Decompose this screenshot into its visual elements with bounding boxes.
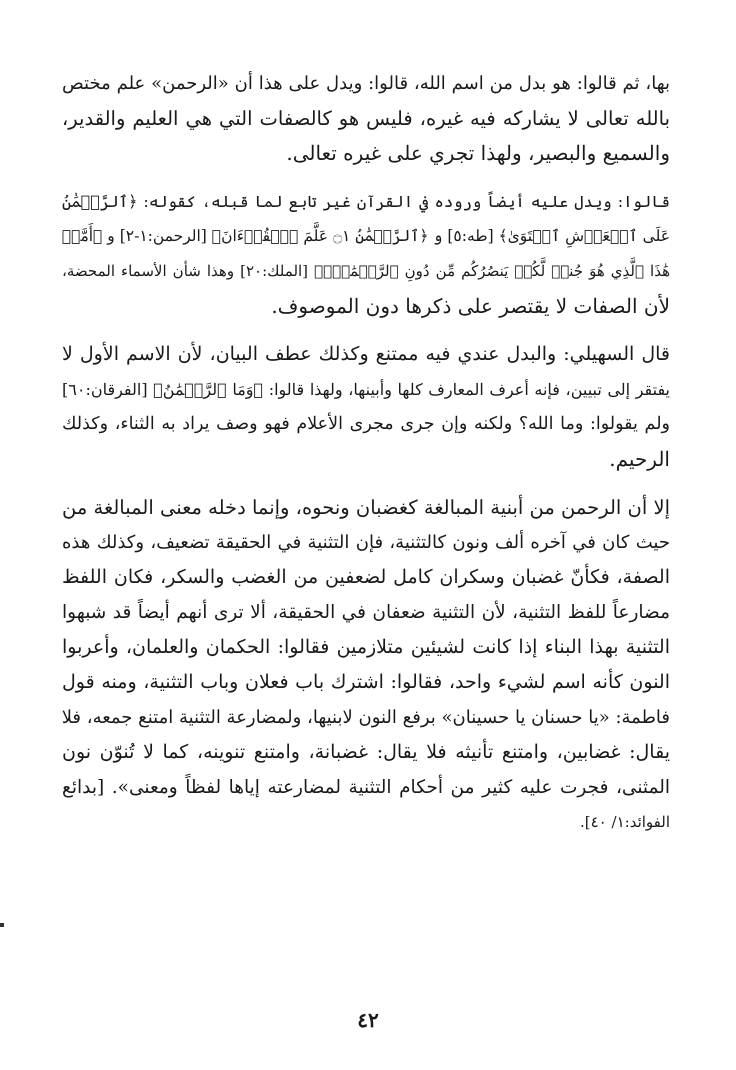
paragraph-1 <box>62 66 670 171</box>
text-line: لأن الصفات لا يقتصر على ذكرها دون الموصوف. <box>271 294 670 318</box>
citation-line: الفوائد:١/ ٤٠]. <box>580 813 670 831</box>
paragraph-4 <box>62 490 670 840</box>
text-line: المثنى، فجرت عليه كثير من أحكام التثنية لمضارعته إياها لفظاً ومعنى». [بدائع <box>62 777 670 798</box>
text-line: بالله تعالى لا يشاركه فيه غيره، فليس هو كالصفات التي هي العليم والقدير، <box>62 107 670 130</box>
text-line: فاطمة: «يا حسنان يا حسينان» برفع النون لابنيها، ولمضارعة التثنية امتنع جمعه، فلا <box>61 707 670 728</box>
text-line: إلا أن الرحمن من أبنية المبالغة كغضبان ونحوه، وإنما دخله معنى المبالغة من <box>62 496 670 519</box>
page-number: ٤٢ <box>357 1008 379 1032</box>
text-line: قال السهيلي: والبدل عندي فيه ممتنع وكذلك عطف البيان، لأن الاسم الأول لا <box>62 343 670 365</box>
text-line: يفتقر إلى تبيين، فإنه أعرف المعارف كلها وأبينها، ولهذا قالوا: ﴿وَمَا ٱلرَّحۡمَٰنُ﴾ [الفرقان:٦٠] <box>62 380 670 399</box>
paragraph-3 <box>62 337 670 477</box>
text-line: قالوا: ويدل عليه أيضاً وروده في القرآن غير تابع لما قبله، كقوله: ﴿ٱلرَّحۡمَٰنُ <box>62 192 670 211</box>
paragraph-2 <box>62 184 670 324</box>
text-line: هَٰذَا ٱلَّذِي هُوَ جُندٞ لَّكُمۡ يَنصُرُكُم مِّن دُونِ ٱلرَّحۡمَٰنِۚ﴾ [الملك:٢٠] وهذا شأن الأسماء المحضة، <box>62 262 670 280</box>
text-line: والسميع والبصير، ولهذا تجري على غيره تعالى. <box>286 141 670 165</box>
text-line: الرحيم. <box>609 447 670 471</box>
text-line: ولم يقولوا: وما الله؟ ولكنه وإن جرى مجرى الأعلام فهو وصف يراد به الثناء، وكذلك <box>62 414 670 434</box>
margin-mark <box>0 923 4 927</box>
text-line: مضارعاً للفظ التثنية، لأن التثنية ضعفان في الحقيقة، ألا ترى أنهم أيضاً قد شبهوا <box>62 602 670 623</box>
text-line: الصفة، فكأنّ غضبان وسكران كامل لضعفين من الغضب والسكر، فكان اللفظ <box>62 566 670 588</box>
text-line: بها، ثم قالوا: هو بدل من اسم الله، قالوا: ويدل على هذا أن «الرحمن» علم مختص <box>62 73 670 94</box>
text-line: عَلَى ٱلۡعَرۡشِ ٱسۡتَوَىٰ﴾ [طه:٥] و ﴿ٱلرَّحۡمَٰنُ ۝١ عَلَّمَ ٱلۡقُرۡءَانَ﴾ [الرحمن:١-٢] و ﴿أَمَّنۡ <box>61 227 670 245</box>
text-line: التثنية بهذا البناء إذا كانت لشيئين متلازمين فقالوا: الحكمان والعلمان، وأعربوا <box>62 636 670 658</box>
text-line: حيث كان في آخره ألف ونون كالتثنية، فإن التثنية في الحقيقة تضعيف، وكذلك هذه <box>62 532 670 553</box>
page-body <box>62 66 670 840</box>
text-line: النون كأنه اسم لشيء واحد، فقالوا: اشترك باب فعلان وباب التثنية، ومنه قول <box>62 671 670 693</box>
text-line: يقال: غضابين، وامتنع تأنيثه فلا يقال: غضبانة، وامتنع تنوينه، كما لا تُنوّن نون <box>62 741 670 763</box>
